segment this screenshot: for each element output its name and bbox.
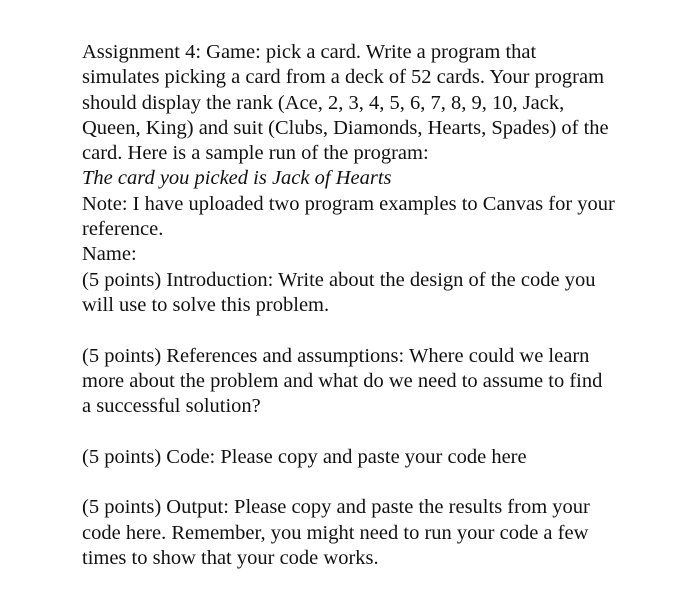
- section-output: [82, 495, 662, 571]
- description-line: Assignment 4: Game: pick a card. Write a program that: [82, 41, 537, 63]
- spacer: [82, 318, 662, 343]
- section-code: [82, 445, 662, 470]
- section-introduction: [82, 268, 662, 319]
- section-line: more about the problem and what do we need to assume to find: [82, 369, 603, 392]
- section-line: (5 points) Introduction: Write about the design of the code you: [82, 268, 596, 291]
- sample-output: The card you picked is Jack of Hearts: [82, 167, 392, 190]
- section-line: a successful solution?: [82, 395, 261, 418]
- section-line: (5 points) Code: Please copy and paste your code here: [82, 445, 527, 468]
- section-line: will use to solve this problem.: [82, 293, 330, 316]
- section-line: times to show that your code works.: [82, 546, 379, 569]
- section-line: code here. Remember, you might need to run your code a few: [82, 521, 589, 544]
- note-line: Note: I have uploaded two program examples to Canvas for your: [82, 192, 615, 215]
- section-references: [82, 344, 662, 420]
- spacer: [82, 470, 662, 495]
- section-line: (5 points) Output: Please copy and paste the results from your: [82, 496, 590, 519]
- description-line: should display the rank (Ace, 2, 3, 4, 5, 6, 7, 8, 9, 10, Jack,: [82, 91, 565, 114]
- assignment-document: [82, 40, 662, 571]
- section-line: (5 points) References and assumptions: Where could we learn: [82, 344, 590, 367]
- description-line: Queen, King) and suit (Clubs, Diamonds, Hearts, Spades) of the: [82, 116, 609, 139]
- note: [82, 192, 662, 243]
- description-line: card. Here is a sample run of the program:: [82, 142, 429, 165]
- note-line: reference.: [82, 218, 164, 241]
- spacer: [82, 419, 662, 444]
- name-label: Name:: [82, 243, 137, 266]
- assignment-description: [82, 40, 662, 166]
- description-line: simulates picking a card from a deck of 52 cards. Your program: [82, 66, 605, 89]
